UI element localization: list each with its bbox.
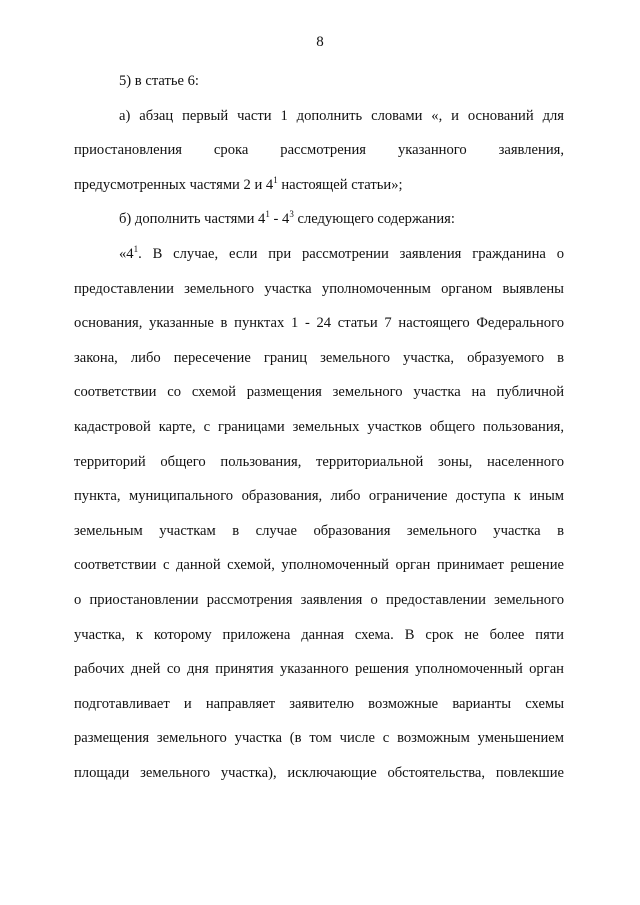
text-line: подготавливает и направляет заявителю возможные варианты схемы [74, 695, 564, 712]
text-line: территорий общего пользования, территориальной зоны, населенного [74, 453, 564, 470]
superscript: 3 [289, 209, 294, 220]
text-line: предоставлении земельного участка уполномоченным органом выявлены [74, 280, 564, 297]
text-line: а) абзац первый части 1 дополнить словами «, и оснований для [119, 107, 564, 124]
text-line: размещения земельного участка (в том числе с возможным уменьшением [74, 730, 564, 747]
paragraph-subitem-b [74, 202, 564, 237]
paragraph-subitem-a [74, 99, 564, 203]
superscript: 1 [273, 174, 278, 185]
text-line: площади земельного участка), исключающие обстоятельства, повлекшие [74, 764, 564, 781]
text-line: приостановления срока рассмотрения указанного заявления, [74, 142, 564, 159]
text-line: участка, к которому приложена данная схема. В срок не более пяти [74, 626, 564, 643]
text-line: основания, указанные в пунктах 1 - 24 статьи 7 настоящего Федерального [74, 315, 564, 332]
text-line: «$4^1$. В случае, если при рассмотрении заявления гражданина о [119, 244, 564, 262]
text-line: о приостановлении рассмотрения заявления о предоставлении земельного [74, 591, 564, 608]
text-line: соответствии с данной схемой, уполномоченный орган принимает решение [74, 557, 564, 574]
paragraph-part-4-1 [74, 237, 564, 791]
text-line: рабочих дней со дня принятия указанного решения уполномоченный орган [74, 661, 564, 678]
text-line: земельным участкам в случае образования земельного участка в [74, 522, 564, 539]
text-line: б) дополнить частями $4^1 - 4^3$ следующего содержания: [119, 209, 455, 228]
page-number: 8 [316, 34, 324, 50]
text-line: кадастровой карте, с границами земельных участков общего пользования, [74, 418, 564, 435]
text-line: пункта, муниципального образования, либо ограничение доступа к иным [74, 488, 564, 505]
superscript: 1 [265, 209, 270, 220]
text-line: 5) в статье 6: [119, 73, 199, 89]
document-body [74, 64, 564, 790]
text-line: соответствии со схемой размещения земельного участка на публичной [74, 384, 564, 401]
paragraph-item-5 [74, 64, 564, 99]
text-line: закона, либо пересечение границ земельного участка, образуемого в [74, 349, 564, 366]
text-line: предусмотренных частями 2 и $4^1$ настоящей статьи»; [74, 174, 403, 193]
superscript: 1 [133, 244, 139, 255]
